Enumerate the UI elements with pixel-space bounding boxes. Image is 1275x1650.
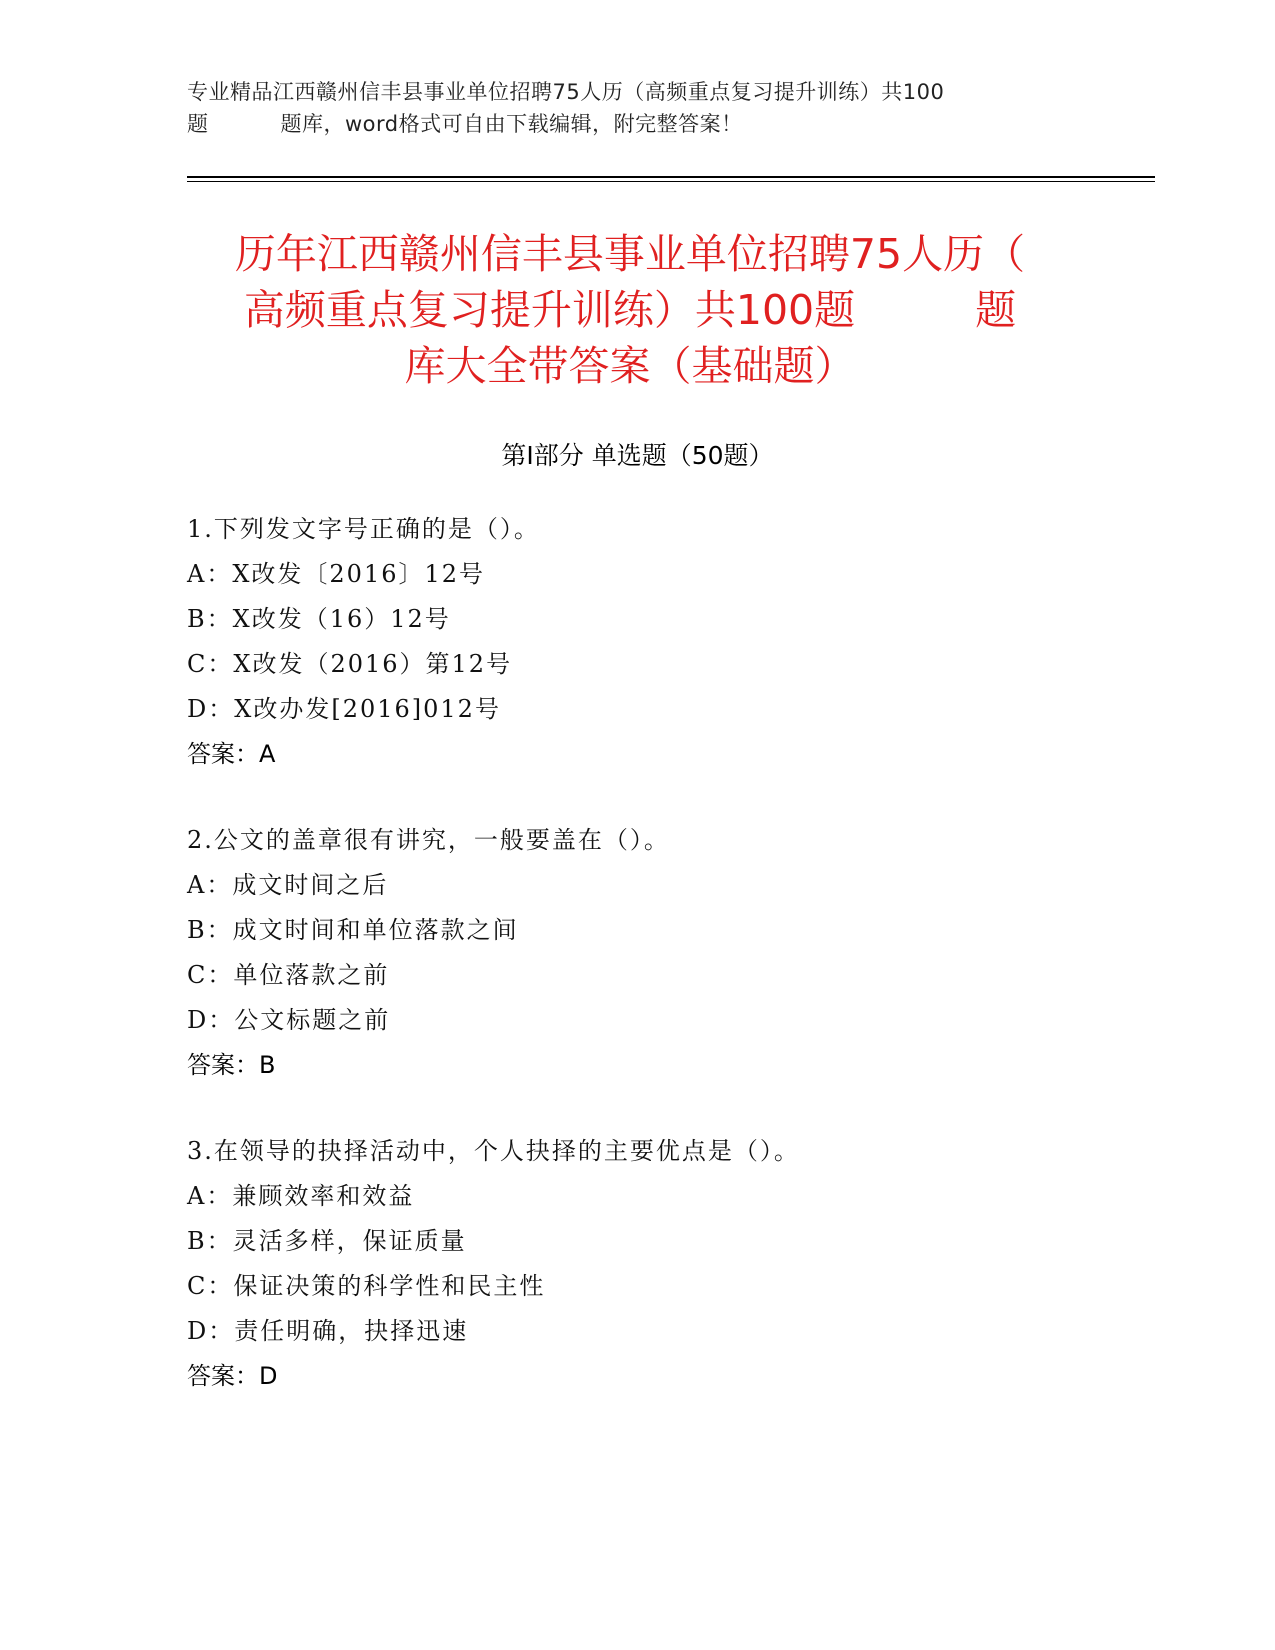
document-title (170, 226, 1090, 394)
header-line-1: 专业精品江西赣州信丰县事业单位招聘75人历（高频重点复习提升训练）共100 (187, 80, 945, 104)
question-stem: 1.下列发文字号正确的是（）。 (187, 515, 540, 543)
answer: 答案：A (187, 740, 276, 768)
header-divider-thin (187, 181, 1155, 182)
answer: 答案：D (187, 1362, 278, 1390)
header-line-2-rest: 题库，word格式可自由下载编辑，附完整答案！ (280, 112, 743, 136)
option-c: C：单位落款之前 (187, 961, 390, 989)
section-heading: 第Ⅰ部分 单选题（50题） (501, 441, 774, 470)
option-c: C：X改发（2016）第12号 (187, 650, 513, 678)
header-divider-thick (187, 176, 1155, 178)
option-a: A：成文时间之后 (187, 871, 389, 899)
title-line-3: 库大全带答案（基础题） (404, 342, 856, 390)
option-b: B：X改发（16）12号 (187, 605, 451, 633)
option-c: C：保证决策的科学性和民主性 (187, 1272, 546, 1300)
title-line-2-start: 高频重点复习提升训练）共100题 (243, 286, 856, 334)
document-header (187, 76, 1067, 140)
answer: 答案：B (187, 1051, 276, 1079)
option-d: D：X改办发[2016]012号 (187, 695, 501, 723)
header-line-2 (187, 108, 1067, 140)
question-stem: 2.公文的盖章很有讲究，一般要盖在（）。 (187, 826, 670, 854)
question-1 (187, 507, 1087, 777)
option-d: D：公文标题之前 (187, 1006, 391, 1034)
question-2 (187, 818, 1087, 1088)
option-a: A：X改发〔2016〕12号 (187, 560, 486, 588)
option-d: D：责任明确，抉择迅速 (187, 1317, 469, 1345)
option-a: A：兼顾效率和效益 (187, 1182, 415, 1210)
option-b: B：成文时间和单位落款之间 (187, 916, 519, 944)
header-line-2-start: 题 (187, 112, 209, 136)
title-line-1: 历年江西赣州信丰县事业单位招聘75人历（ (234, 230, 1026, 278)
question-3 (187, 1129, 1087, 1399)
title-line-2 (170, 282, 1090, 338)
question-stem: 3.在领导的抉择活动中，个人抉择的主要优点是（）。 (187, 1137, 800, 1165)
option-b: B：灵活多样，保证质量 (187, 1227, 467, 1255)
title-line-2-end: 题 (975, 286, 1017, 334)
